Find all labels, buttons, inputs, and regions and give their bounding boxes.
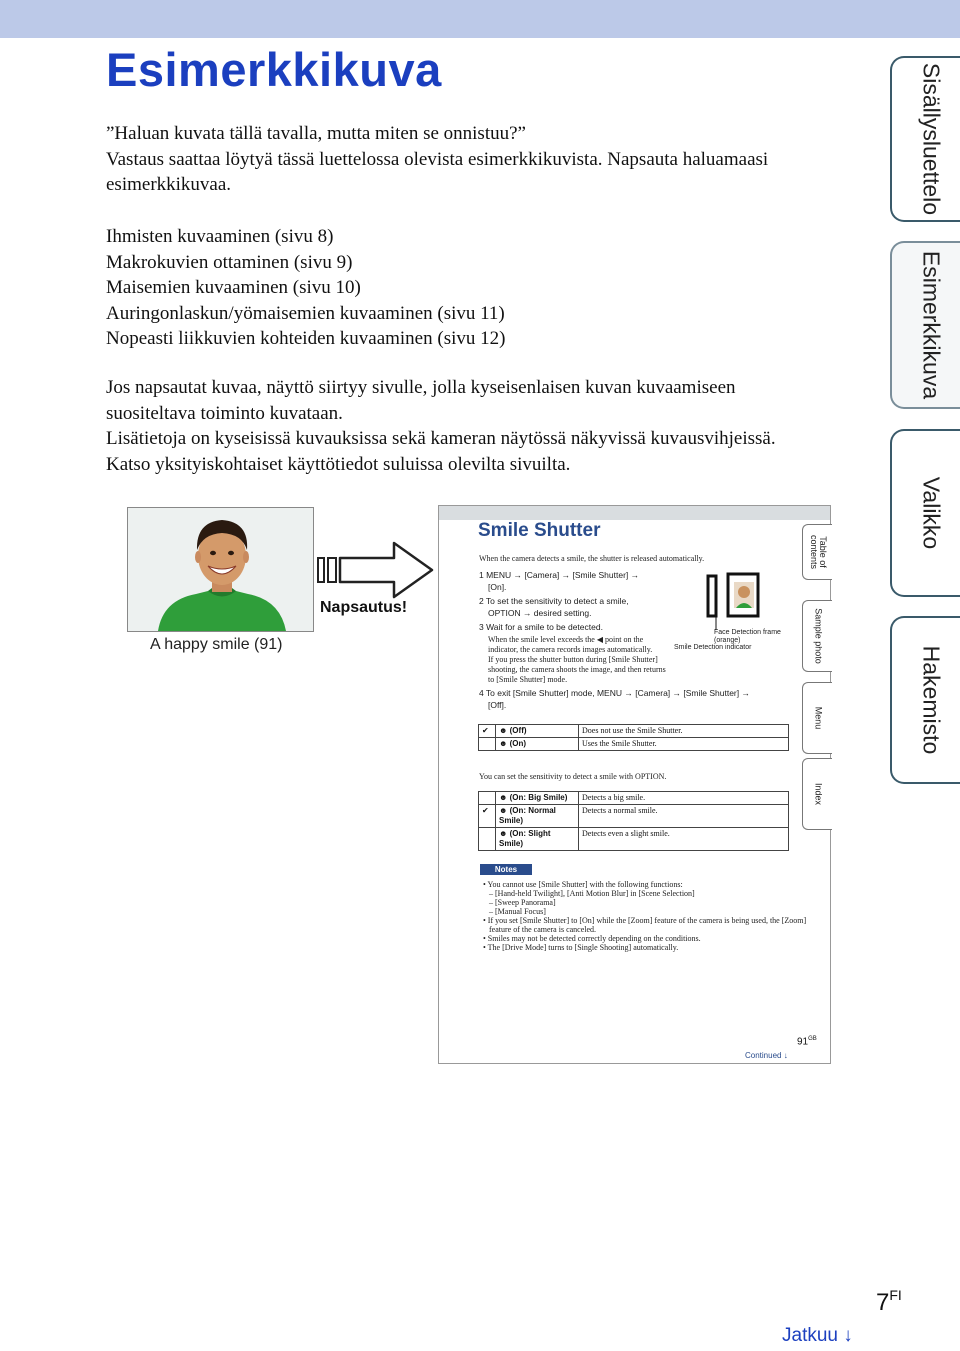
table-row: ✔ ☻ (Off) Does not use the Smile Shutter. <box>479 725 789 738</box>
manual-tab-index: Index <box>802 758 832 830</box>
link-macro[interactable]: Makrokuvien ottaminen (sivu 9) <box>106 251 353 273</box>
smile-shutter-table <box>478 724 789 751</box>
sample-photo-happy-smile[interactable] <box>127 507 314 632</box>
link-people[interactable]: Ihmisten kuvaaminen (sivu 8) <box>106 226 334 247</box>
click-label: Napsautus! <box>320 599 408 616</box>
table-row: ☻ (On) Uses the Smile Shutter. <box>479 738 789 751</box>
tab-menu[interactable]: Valikko <box>890 429 960 597</box>
manual-tab-table-of-contents: Table of contents <box>802 524 832 580</box>
explanation-text: Jos napsautat kuvaa, näyttö siirtyy sivulle, jolla kyseisenlaisen kuvan kuvaamiseen suositeltava toiminto kuvataan. Lisätietoja on kyseisissä kuvauksissa sekä kameran näytössä näkyvissä kuvausvihjeissä. Katso yksityiskohtaiset käyttötiedot suluissa olevilta sivuilta. <box>106 377 776 475</box>
manual-tab-sample-photo: Sample photo <box>802 600 832 672</box>
manual-page-number: $91^{GB}$ <box>797 1036 817 1048</box>
manual-tab-menu: Menu <box>802 682 832 754</box>
page-number: $7^{FI}$ <box>876 1287 902 1316</box>
notes-label: Notes <box>480 864 532 875</box>
link-fast-moving[interactable]: Nopeasti liikkuvien kohteiden kuvaaminen (sivu 12) <box>106 328 506 349</box>
table-row: ☻ (On: Big Smile) Detects a big smile. <box>479 792 789 805</box>
manual-page-preview: Smile Shutter When the camera detects a smile, the shutter is released automatically. 1 MENU → [Camera] → [Smile Shutter] → [On]. 2 To set the sensitivity to detect a smile, OPTION → desired setting. 3 Wait for a smile to be detected. When the smile level exceeds the ◀ point on the indicator, the camera records images automatically. If you press the shutter button during [Smile Shutter] shooting, the camera shoots the image, and then returns to [Smile Shutter] mode. 4 To exit [Smile Shutter] mode, MENU → [Camera] → [Smile Shutter] → [Off]. Face Detection frame (orange) Smile Detection indicator ✔ ☻ (Off) Does not use the Smile Shutter. ☻ (On) Uses the Smile Shutter. You can set the sensitivity to detect a smile with OPTION. ☻ (On: Big Smile) Detects a big smile. ✔ ☻ (On: Normal Smile) Detects a normal smile. ☻ (On: Slight Smile) Detects even a slight smile. Notes • You cannot use [Smile Shutter] with the following functions: – [Hand-held Twilight], [Anti Motion Blur] in [Scene Selection] – [Sweep Panorama] – [Manual Focus] • If you set [Smile Shutter] to [On] while the [Zoom] feature of the camera is being used, the [Zoom] feature of the camera is canceled. • Smiles may not be detected correctly depending on the conditions. • The [Drive Mode] turns to [Single Shooting] automatically. $91^{GB}$ Continued ↓ Table of contents Sample photo Menu Index <box>438 505 831 1064</box>
link-sunset-night[interactable]: Auringonlaskun/yömaisemien kuvaaminen (sivu 11) <box>106 302 505 324</box>
tab-table-of-contents[interactable]: Sisällysluettelo <box>890 56 960 222</box>
link-landscape[interactable]: Maisemien kuvaaminen (sivu 10) <box>106 277 361 298</box>
continue-link[interactable]: Jatkuu ↓ <box>782 1325 853 1346</box>
arrow-down-icon: ↓ <box>843 1325 853 1346</box>
page-title: Esimerkkikuva <box>106 43 442 96</box>
click-arrow-graphic <box>316 540 436 605</box>
example-link-list <box>106 224 866 352</box>
sample-photo-caption[interactable]: A happy smile (91) <box>150 636 283 653</box>
top-bar <box>0 0 960 38</box>
smiling-boy-image <box>128 508 313 631</box>
table-row: ✔ ☻ (On: Normal Smile) Detects a normal smile. <box>479 805 789 828</box>
tab-sample-photo[interactable]: Esimerkkikuva <box>890 241 960 409</box>
manual-continued: Continued ↓ <box>745 1051 788 1060</box>
camera-screen-illustration <box>704 572 794 632</box>
sensitivity-table <box>478 791 789 851</box>
manual-title: Smile Shutter <box>478 520 601 541</box>
intro-text: ”Haluan kuvata tällä tavalla, mutta miten se onnistuu?” Vastaus saattaa löytyä tässä luettelossa olevista esimerkkikuvista. Napsauta haluamaasi esimerkkikuvaa. <box>106 123 769 195</box>
tab-index[interactable]: Hakemisto <box>890 616 960 784</box>
manual-header-bar <box>439 506 830 520</box>
table-row: ☻ (On: Slight Smile) Detects even a slight smile. <box>479 828 789 851</box>
